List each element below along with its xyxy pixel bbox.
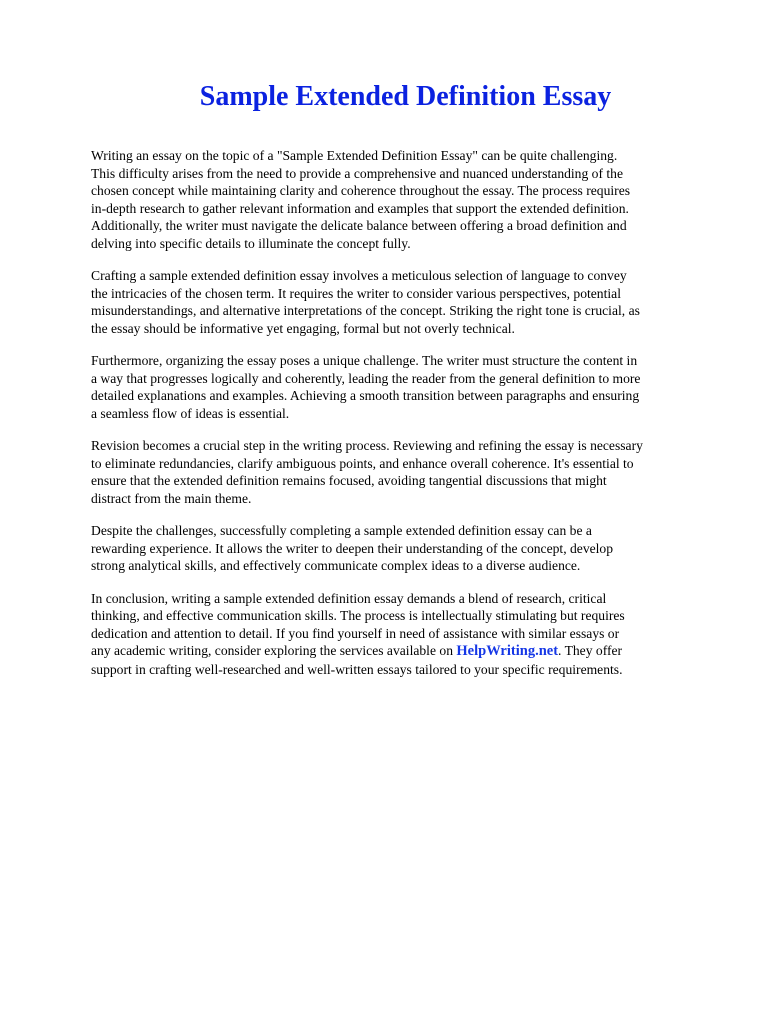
text-line: Writing an essay on the topic of a "Sample Extended Definition Essay" can be quite challenging. bbox=[91, 148, 618, 163]
helpwriting-link[interactable]: HelpWriting.net bbox=[456, 643, 559, 659]
text-line: In conclusion, writing a sample extended definition essay demands a blend of research, critical bbox=[91, 590, 607, 606]
text-line: ensure that the extended definition remains focused, avoiding tangential discussions that might bbox=[91, 473, 607, 488]
link-trail-text: . They offer bbox=[558, 643, 623, 658]
text-line: thinking, and effective communication skills. The process is intellectually stimulating but requires bbox=[91, 608, 625, 623]
text-line: Despite the challenges, successfully completing a sample extended definition essay can be a bbox=[91, 523, 592, 538]
text-line: a way that progresses logically and coherently, leading the reader from the general definition to more bbox=[91, 370, 641, 386]
text-line: to eliminate redundancies, clarify ambiguous points, and enhance overall coherence. It's essential to bbox=[91, 455, 634, 471]
text-line: Furthermore, organizing the essay poses a unique challenge. The writer must structure the content in bbox=[91, 353, 638, 368]
text-line: delving into specific details to illuminate the concept fully. bbox=[91, 235, 411, 251]
text-line: Crafting a sample extended definition essay involves a meticulous selection of language to convey bbox=[91, 268, 627, 283]
text-line: dedication and attention to detail. If you find yourself in need of assistance with similar essays or bbox=[91, 625, 620, 641]
paragraph bbox=[91, 147, 731, 252]
text-line: detailed explanations and examples. Achieving a smooth transition between paragraphs and ensuring bbox=[91, 388, 640, 403]
paragraph bbox=[91, 267, 731, 337]
text-line: distract from the main theme. bbox=[91, 490, 252, 506]
text-line: rewarding experience. It allows the writer to deepen their understanding of the concept, develop bbox=[91, 540, 614, 556]
text-line: support in crafting well-researched and well-written essays tailored to your specific requirements. bbox=[91, 661, 623, 677]
text-line: Additionally, the writer must navigate the delicate balance between offering a broad definition and bbox=[91, 218, 627, 233]
text-line: This difficulty arises from the need to provide a comprehensive and nuanced understanding of the bbox=[91, 165, 624, 181]
essay-body bbox=[91, 147, 731, 693]
page-title: Sample Extended Definition Essay bbox=[199, 81, 612, 112]
text-line-with-link bbox=[91, 642, 731, 661]
paragraph bbox=[91, 522, 731, 575]
text-line: misunderstandings, and alternative interpretations of the concept. Striking the right tone is crucial, as bbox=[91, 303, 640, 318]
text-line: strong analytical skills, and effectively communicate complex ideas to a diverse audience. bbox=[91, 558, 581, 573]
conclusion-paragraph bbox=[91, 590, 731, 679]
text-line: Revision becomes a crucial step in the writing process. Reviewing and refining the essay is necessary bbox=[91, 438, 643, 453]
paragraph bbox=[91, 352, 731, 422]
text-line: chosen concept while maintaining clarity and coherence throughout the essay. The process requires bbox=[91, 183, 631, 198]
text-line: a seamless flow of ideas is essential. bbox=[91, 405, 290, 421]
text-line: the intricacies of the chosen term. It requires the writer to consider various perspectives, potential bbox=[91, 285, 621, 301]
text-line: in-depth research to gather relevant information and examples that support the extended definition. bbox=[91, 200, 629, 216]
text-line: the essay should be informative yet engaging, formal but not overly technical. bbox=[91, 320, 515, 336]
paragraph bbox=[91, 437, 731, 507]
link-lead-text: any academic writing, consider exploring the services available on bbox=[91, 643, 457, 658]
